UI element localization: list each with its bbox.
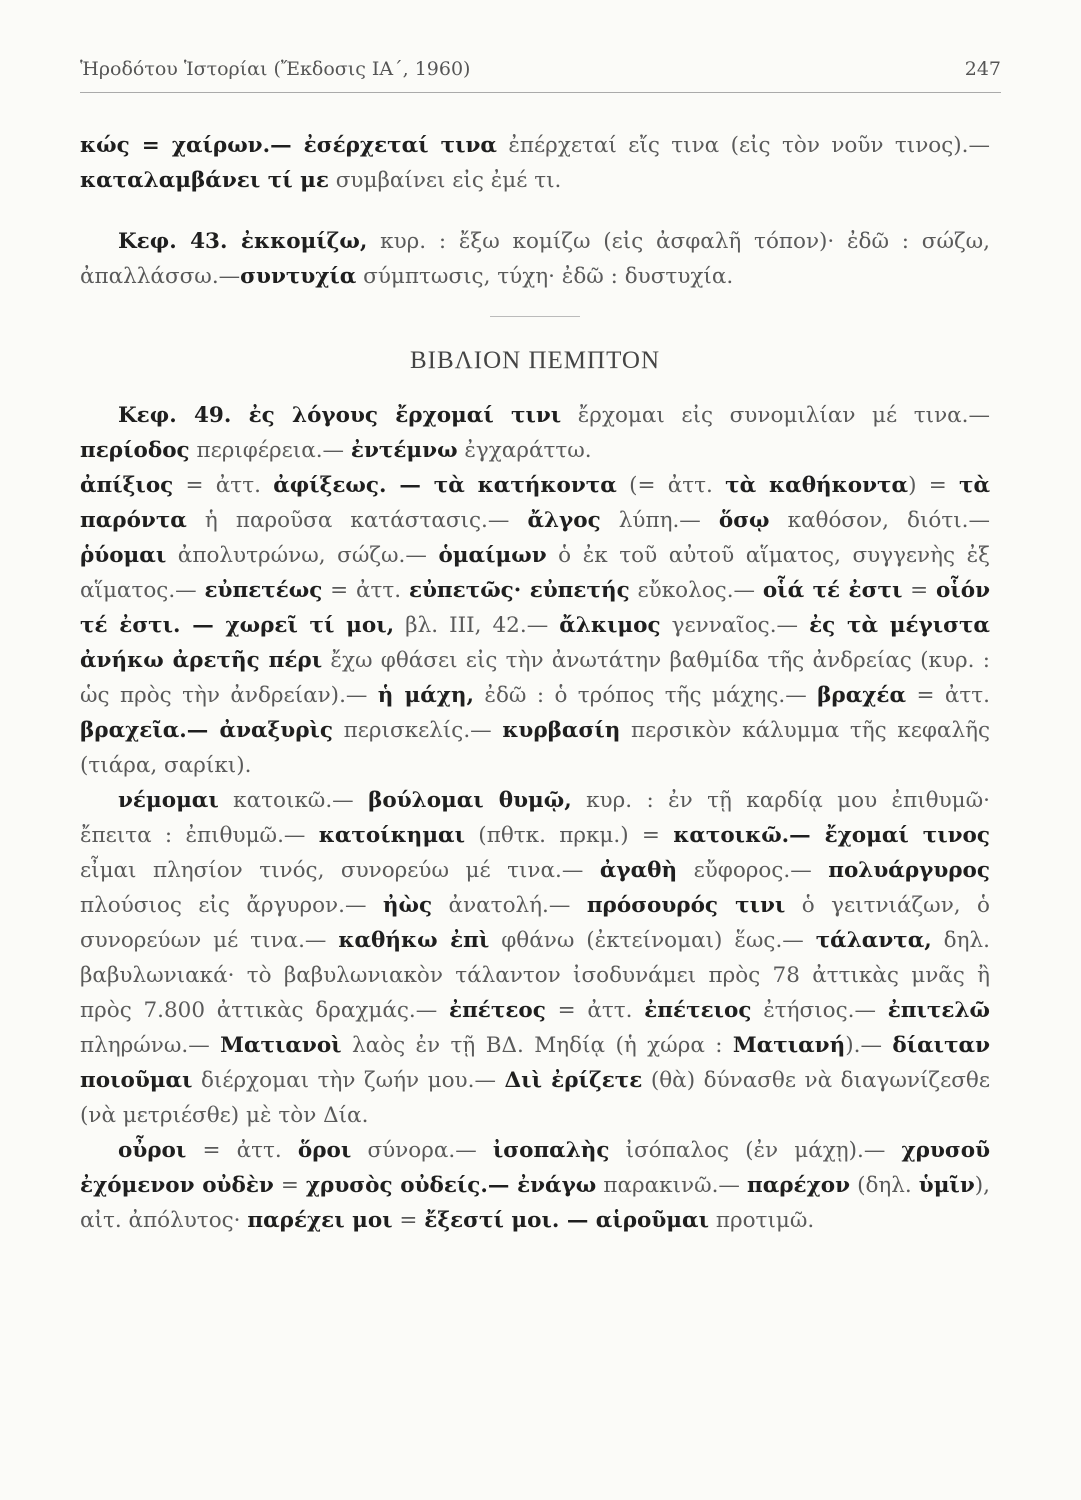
headword: βούλομαι θυμῷ, — [368, 788, 572, 813]
running-header — [80, 58, 1001, 80]
gloss-text: ), αἰτ. ἀπόλυτος· — [80, 1173, 990, 1233]
gloss-text: συμβαίνει εἰς ἐμέ τι. — [328, 168, 562, 193]
gloss-text: προτιμῶ. — [709, 1208, 815, 1233]
paragraph-glossary-2 — [80, 783, 990, 1133]
headword: εὐπετέως — [204, 578, 323, 603]
gloss-text: σύμπτωσις, τύχη· ἐδῶ : δυστυχία. — [356, 264, 734, 289]
headword: τάλαντα, — [815, 928, 932, 953]
gloss-text: ) = — [908, 473, 959, 498]
gloss-text: δηλ. βαβυλωνιακά· τὸ βαβυλωνιακὸν τάλαντον ἰσοδυνάμει πρὸς 78 ἀττικὰς μνᾶς ἢ πρὸς 7.800 ἀττικὰς δραχμάς.— — [80, 928, 990, 1023]
gloss-text: ἡ παροῦσα κατάστασις.— — [186, 508, 528, 533]
gloss-text: εὔκολος.— — [629, 578, 763, 603]
gloss-text: πλούσιος εἰς ἄργυρον.— — [80, 893, 383, 918]
headword: χρυσοῦ ἐχόμενον οὐδὲν — [80, 1138, 990, 1198]
headword: ἔξεστί μοι. — αἱροῦμαι — [424, 1208, 709, 1233]
headword: τὰ παρόντα — [80, 473, 990, 533]
gloss-text: = — [392, 1208, 425, 1233]
headword: ὁμαίμων — [438, 543, 547, 568]
headword: Ματιανή — [732, 1033, 846, 1058]
headword: ἐντέμνω — [350, 438, 458, 463]
headword: συντυχία — [240, 264, 357, 289]
paragraph-glossary-1 — [80, 468, 990, 783]
paragraph-glossary-3 — [80, 1133, 990, 1238]
gloss-text: ἔρχομαι εἰς συνομιλίαν μέ τινα.— — [561, 403, 990, 428]
gloss-text: κυρ. : ἔξω κομίζω (εἰς ἀσφαλῆ τόπον)· ἐδῶ : σώζω, ἀπαλλάσσω.— — [80, 229, 990, 289]
gloss-text: λύπη.— — [600, 508, 719, 533]
gloss-text: πληρώνω.— — [80, 1033, 221, 1058]
gloss-text: καθόσον, διότι.— — [769, 508, 990, 533]
headword: νέμομαι — [118, 788, 219, 813]
gloss-text: ὁ ἐκ τοῦ αὐτοῦ αἵματος, συγγενὴς ἐξ αἵματος.— — [80, 543, 990, 603]
headword: ἐπέτεος — [449, 998, 546, 1023]
paragraph-chapter-43 — [80, 224, 990, 294]
headword: Κεφ. 43. ἐκκομίζω, — [118, 229, 368, 254]
gloss-text: ἐτήσιος.— — [751, 998, 888, 1023]
headword: βραχέα — [817, 683, 907, 708]
gloss-text: εὔφορος.— — [677, 858, 829, 883]
headword: οὖροι — [118, 1138, 187, 1163]
headword: ὅροι — [297, 1138, 352, 1163]
gloss-text: = — [902, 578, 936, 603]
headword: ἠὼς — [382, 893, 433, 918]
headword: ἀφίξεως. — τὰ κατήκοντα — [273, 473, 617, 498]
gloss-text: ἰσόπαλος (ἐν μάχῃ).— — [609, 1138, 902, 1163]
gloss-text: = ἀττ. — [545, 998, 645, 1023]
gloss-text: ἀνατολή.— — [432, 893, 587, 918]
gloss-text: ἐπέρχεταί εἴς τινα (εἰς τὸν νοῦν τινος).— — [496, 133, 990, 158]
headword: οἷά τέ ἐστι — [762, 578, 903, 603]
headword: κατοικῶ.— ἔχομαί τινος — [673, 823, 990, 848]
headword: Κεφ. 49. ἐς λόγους ἔρχομαί τινι — [118, 403, 562, 428]
headword: δίαιταν ποιοῦμαι — [80, 1033, 990, 1093]
gloss-text: σύνορα.— — [351, 1138, 493, 1163]
gloss-text: ἀπολυτρώνω, σώζω.— — [166, 543, 439, 568]
page-content — [80, 128, 990, 1238]
gloss-text: γενναῖος.— — [660, 613, 810, 638]
gloss-text: περσικὸν κάλυμμα τῆς κεφαλῆς (τιάρα, σαρίκι). — [80, 718, 990, 778]
headword: ἡ μάχη, — [377, 683, 475, 708]
headword: πολυάργυρος — [828, 858, 990, 883]
gloss-text: ).— — [845, 1033, 893, 1058]
section-title: ΒΙΒΛΙΟΝ ΠΕΜΠΤΟΝ — [409, 347, 661, 374]
headword: ὑμῖν — [918, 1173, 975, 1198]
gloss-text: = ἀττ. — [906, 683, 990, 708]
gloss-text: (= ἀττ. — [616, 473, 726, 498]
headword: ἄλκιμος — [559, 613, 661, 638]
headword: κυρβασίη — [502, 718, 621, 743]
gloss-text: βλ. III, 42.— — [394, 613, 560, 638]
header-title: Ἡροδότου Ἱστορίαι (Ἔκδοσις ΙΑ΄, 1960) — [80, 58, 471, 80]
gloss-text: φθάνω (ἐκτείνομαι) ἕως.— — [489, 928, 816, 953]
paragraph-continuation — [80, 128, 990, 198]
headword: εὐπετῶς· εὐπετής — [408, 578, 630, 603]
headword: ἀπίξιος — [80, 473, 174, 498]
gloss-text: (πθτκ. πρκμ.) = — [465, 823, 674, 848]
headword: κώς = χαίρων.— ἐσέρχεταί τινα — [80, 133, 497, 158]
gloss-text: περισκελίς.— — [333, 718, 503, 743]
gloss-text: ἔχω φθάσει εἰς τὴν ἀνωτάτην βαθμίδα τῆς ἀνδρείας (κυρ. : ὡς πρὸς τὴν ἀνδρείαν).— — [80, 648, 991, 708]
headword: ἐπιτελῶ — [887, 998, 990, 1023]
headword: καταλαμβάνει τί με — [80, 168, 329, 193]
gloss-text: ἐγχαράττω. — [457, 438, 592, 463]
headword: καθήκω ἐπὶ — [338, 928, 490, 953]
headword: ἰσοπαλὴς — [492, 1138, 610, 1163]
headword: ῥύομαι — [80, 543, 167, 568]
headword: περίοδος — [80, 438, 190, 463]
gloss-text: εἶμαι πλησίον τινός, συνορεύω μέ τινα.— — [80, 858, 600, 883]
headword: τὰ καθήκοντα — [725, 473, 909, 498]
gloss-text: (δηλ. — [850, 1173, 919, 1198]
gloss-text: διέρχομαι τὴν ζωήν μου.— — [192, 1068, 505, 1093]
headword: ἐπέτειος — [644, 998, 752, 1023]
gloss-text: περιφέρεια.— — [189, 438, 351, 463]
gloss-text: κατοικῶ.— — [218, 788, 369, 813]
headword: παρέχον — [746, 1173, 851, 1198]
headword: χρυσὸς οὐδείς.— ἐνάγω — [305, 1173, 597, 1198]
headword: ὅσῳ — [718, 508, 770, 533]
headword: ἄλγος — [527, 508, 601, 533]
headword: οἷόν τέ ἐστι. — χωρεῖ τί μοι, — [80, 578, 990, 638]
page-number: 247 — [964, 58, 1001, 80]
gloss-text: = ἀττ. — [173, 473, 274, 498]
headword: Ματιανοὶ — [220, 1033, 342, 1058]
paragraph-chapter-49 — [80, 398, 990, 468]
headword: κατοίκημαι — [318, 823, 466, 848]
gloss-text: = — [273, 1173, 306, 1198]
gloss-text: ἐδῶ : ὁ τρόπος τῆς μάχης.— — [474, 683, 818, 708]
headword: βραχεῖα.— ἀναξυρὶς — [80, 718, 334, 743]
gloss-text: ὁ γειτνιάζων, ὁ συνορεύων μέ τινα.— — [80, 893, 990, 953]
gloss-text: λαὸς ἐν τῇ ΒΔ. Μηδίᾳ (ἡ χώρα : — [341, 1033, 733, 1058]
headword: ἐς τὰ μέγιστα ἀνήκω ἀρετῆς πέρι — [80, 613, 990, 673]
gloss-text: = ἀττ. — [322, 578, 409, 603]
gloss-text: = ἀττ. — [186, 1138, 298, 1163]
headword: πρόσουρός τινι — [586, 893, 786, 918]
gloss-text: παρακινῶ.— — [596, 1173, 747, 1198]
headword: ἀγαθὴ — [599, 858, 678, 883]
header-rule — [80, 92, 1001, 93]
headword: Διὶ ἐρίζετε — [504, 1068, 643, 1093]
gloss-text: (θὰ) δύνασθε νὰ διαγωνίζεσθε (νὰ μετριέσθε) μὲ τὸν Δία. — [80, 1068, 990, 1128]
gloss-text: κυρ. : ἐν τῇ καρδίᾳ μου ἐπιθυμῶ· ἔπειτα : ἐπιθυμῶ.— — [80, 788, 991, 848]
headword: παρέχει μοι — [247, 1208, 393, 1233]
section-divider — [490, 316, 580, 317]
